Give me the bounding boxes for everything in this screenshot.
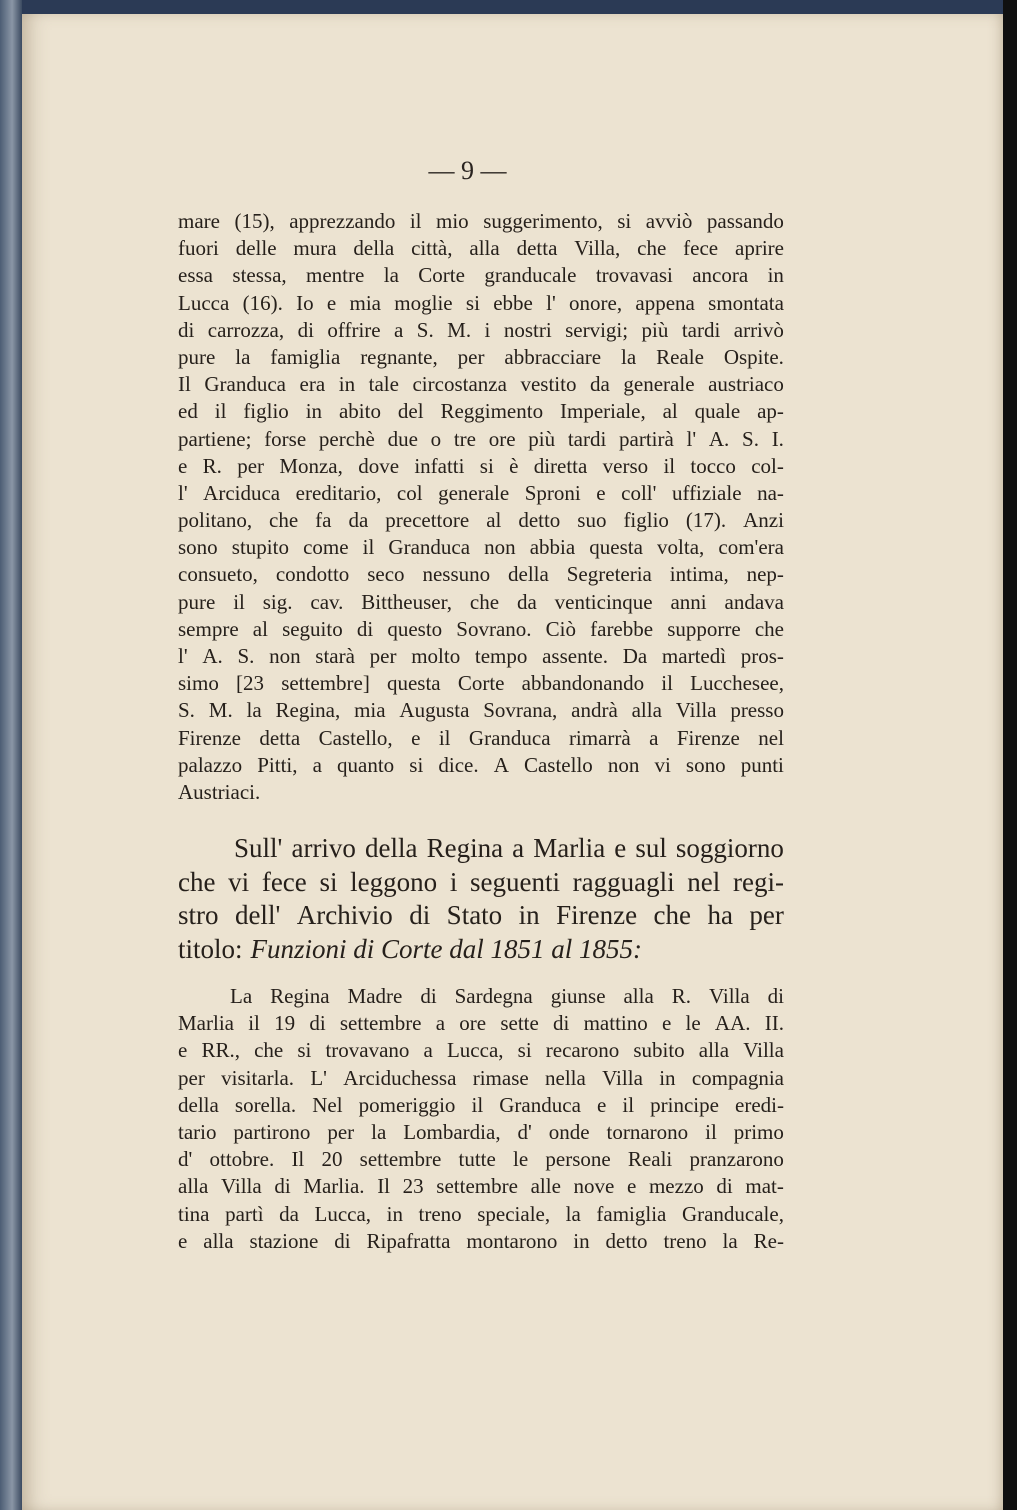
text-line: Lucca (16). Io e mia moglie si ebbe l' onore, appena smontata [178,290,784,315]
text-line: consueto, condotto seco nessuno della Segreteria intima, nep- [178,562,784,587]
text-line: fuori delle mura della città, alla detta Villa, che fece aprire [178,236,784,261]
text-line: pure la famiglia regnante, per abbracciare la Reale Ospite. [178,344,784,369]
text-line: palazzo Pitti, a quanto si dice. A Castello non vi sono punti [178,752,784,777]
book-binding-left [0,0,22,1510]
title-prefix: titolo: [178,933,243,964]
text-line [178,933,784,967]
register-title: Funzioni di Corte dal 1851 al 1855: [250,933,643,964]
text-line: sono stupito come il Granduca non abbia questa volta, com'era [178,535,784,560]
text-line: ed il figlio in abito del Reggimento Imperiale, al quale ap- [178,399,784,424]
text-line: d' ottobre. Il 20 settembre tutte le persone Reali pranzarono [178,1147,784,1172]
text-line: di carrozza, di offrire a S. M. i nostri servigi; più tardi arrivò [178,317,784,342]
text-line: S. M. la Regina, mia Augusta Sovrana, andrà alla Villa presso [178,698,784,723]
text-line: politano, che fa da precettore al detto suo figlio (17). Anzi [178,508,784,533]
text-line: l' A. S. non starà per molto tempo assente. Da martedì pros- [178,644,784,668]
book-binding-right [1003,0,1017,1510]
text-line: Sull' arrivo della Regina a Marlia e sul soggiorno [234,833,784,863]
text-line: simo [23 settembre] questa Corte abbandonando il Lucchesee, [178,671,784,696]
text-line: che vi fece si leggono i seguenti ragguagli nel regi- [178,866,784,897]
paragraph-letter-excerpt [178,208,784,806]
text-line: Austriaci. [178,779,261,804]
text-line: e R. per Monza, dove infatti si è diretta verso il tocco col- [178,453,784,478]
text-line: stro dell' Archivio di Stato in Firenze che ha per [178,900,784,930]
text-line: pure il sig. cav. Bittheuser, che da venticinque anni andava [178,589,784,614]
text-line: alla Villa di Marlia. Il 23 settembre alle nove e mezzo di mat- [178,1174,784,1199]
text-line: della sorella. Nel pomeriggio il Granduca e il principe eredi- [178,1092,784,1117]
text-line: sempre al seguito di questo Sovrano. Ciò farebbe supporre che [178,616,784,641]
text-line: l' Arciduca ereditario, col generale Sproni e coll' uffiziale na- [178,480,784,505]
text-line: Firenze detta Castello, e il Granduca rimarrà a Firenze nel [178,725,784,750]
paragraph-register-excerpt [178,983,784,1255]
text-line: mare (15), apprezzando il mio suggerimento, si avviò passando [178,209,784,233]
text-line: La Regina Madre di Sardegna giunse alla R. Villa di [230,984,784,1008]
text-line: essa stessa, mentre la Corte granducale trovavasi ancora in [178,263,784,288]
text-line: Il Granduca era in tale circostanza vestito da generale austriaco [178,372,784,397]
text-line: tina partì da Lucca, in treno speciale, la famiglia Granducale, [178,1201,784,1226]
text-line: Marlia il 19 di settembre a ore sette di mattino e le AA. II. [178,1011,784,1036]
text-line: e alla stazione di Ripafratta montarono in detto treno la Re- [178,1228,784,1253]
text-line: partiene; forse perchè due o tre ore più tardi partirà l' A. S. I. [178,426,784,451]
text-line: tario partirono per la Lombardia, d' onde tornarono il primo [178,1119,784,1144]
text-line: per visitarla. L' Arciduchessa rimase nella Villa in compagnia [178,1065,784,1090]
text-line: e RR., che si trovavano a Lucca, si recarono subito alla Villa [178,1038,784,1063]
page-number: — 9 — [428,156,507,185]
paragraph-intro-register [178,832,784,966]
